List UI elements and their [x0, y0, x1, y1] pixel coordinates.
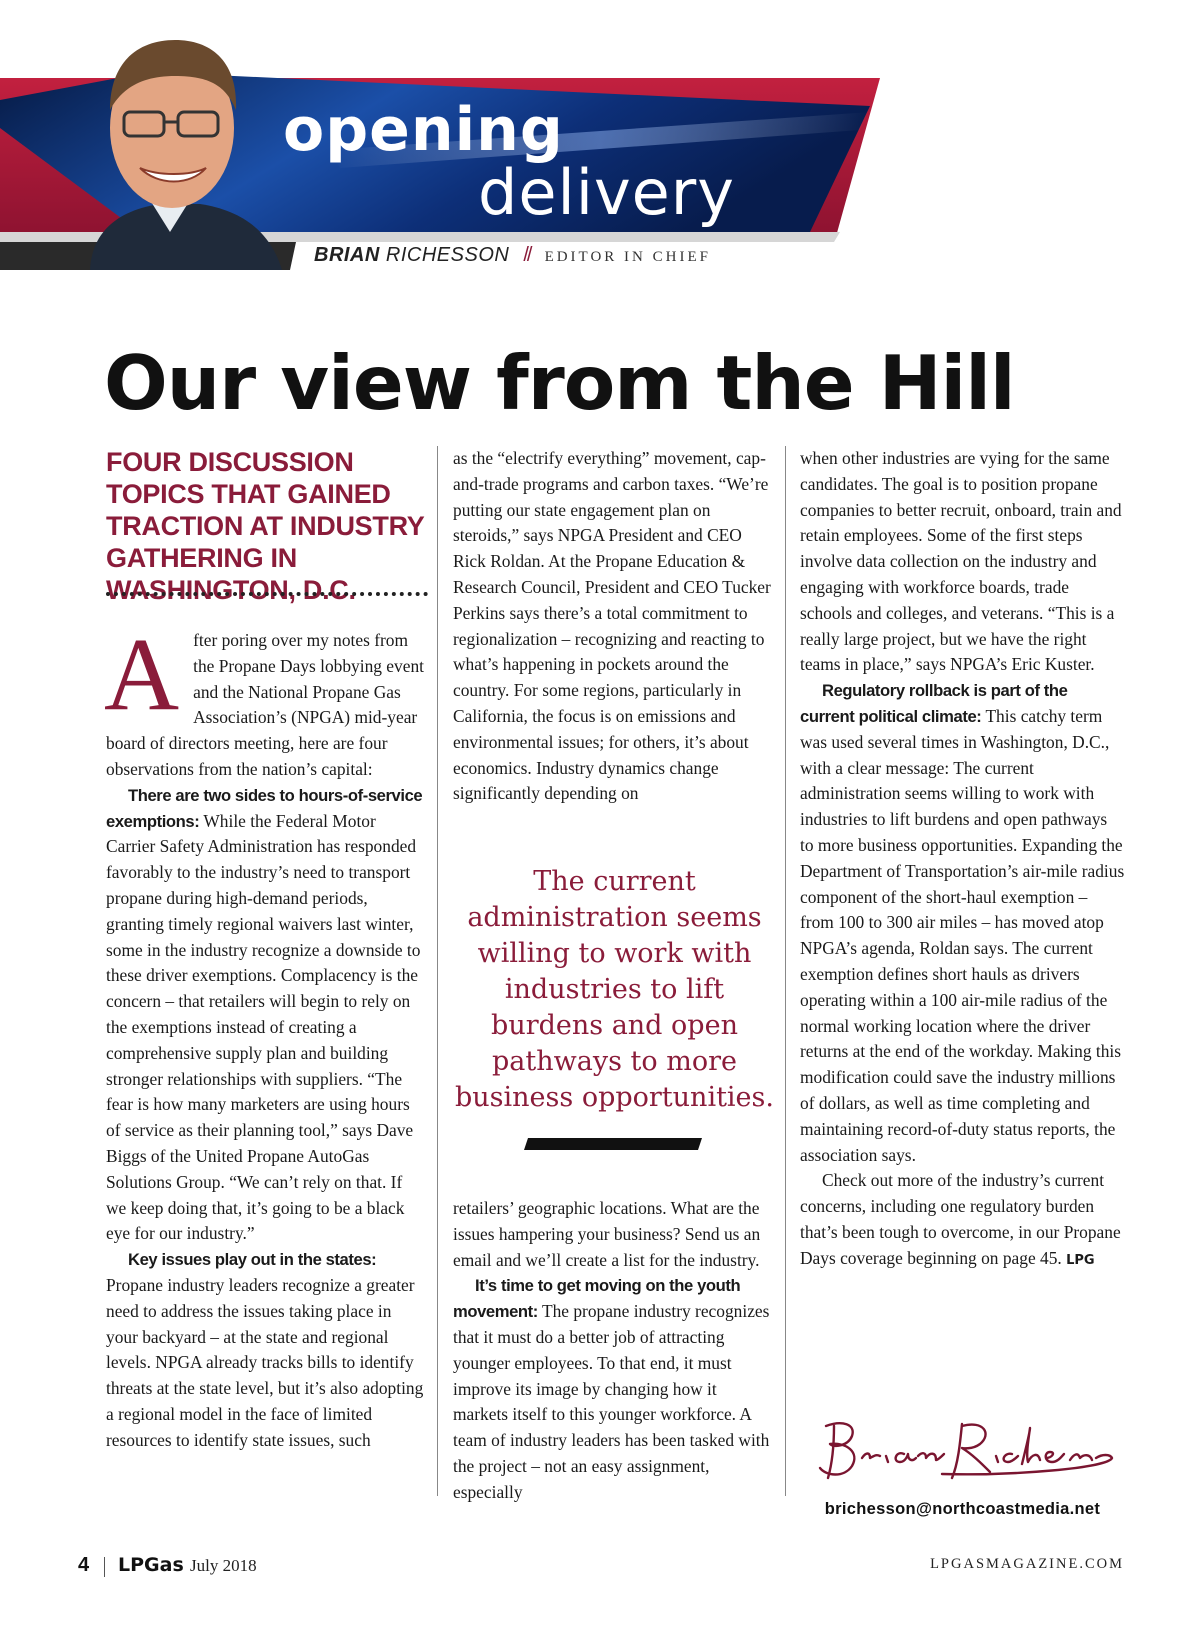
article-headline: Our view from the Hill	[104, 339, 1015, 427]
magazine-name: LPGas	[118, 1554, 184, 1576]
intro-paragraph: After poring over my notes from the Propane Days lobbying event and the National Propane Gas Association’s (NPGA) mid-year board of directors meeting, here are four observations from the nation’s capital:	[104, 617, 424, 779]
byline	[314, 244, 711, 267]
column-divider	[785, 446, 786, 1496]
section-states: Key issues play out in the states: Propane industry leaders recognize a greater need to address the issues taking place in your backyard – at the state and regional levels. NPGA already tracks bills to identify threats at the state level, but it’s also adopting a regional model in the face of limited resources to identify state issues, such	[106, 1250, 424, 1450]
byline-separator: //	[523, 244, 531, 266]
issue-date: July 2018	[190, 1556, 257, 1575]
dotted-divider	[106, 592, 428, 600]
author-last-name: RICHESSON	[385, 244, 510, 266]
pull-quote-bar	[524, 1138, 702, 1150]
signature	[812, 1412, 1122, 1496]
section-lead: There are two sides to hours-of-service exemptions:	[106, 785, 423, 831]
column-banner	[0, 0, 1200, 290]
column-title-opening: opening	[283, 95, 564, 165]
section-states-continued: as the “electrify everything” movement, cap-and-trade programs and carbon taxes. “We’re putting our state engagement plan on steroids,” says NPGA President and CEO Rick Roldan. At the Propane Education & Research Council, President and CEO Tucker Perkins says there’s a total commitment to regionalization – recognizing and reacting to what’s happening in pockets around the country. For some regions, particularly in California, the focus is on emissions and environmental issues; for others, it’s about economics. Industry dynamics change significantly depending on	[453, 448, 771, 804]
section-lead: Regulatory rollback is part of the current political climate:	[800, 681, 1068, 726]
article-column-3	[800, 446, 1125, 1274]
end-mark: LPG	[1066, 1252, 1095, 1268]
author-first-name: BRIAN	[314, 244, 380, 266]
author-email: brichesson@northcoastmedia.net	[824, 1500, 1101, 1518]
page-number: 4	[78, 1554, 90, 1576]
column-title-delivery: delivery	[478, 156, 735, 229]
section-states-end: retailers’ geographic locations. What are the issues hampering your business? Send us an email and we’ll create a list for the industry.	[453, 1198, 761, 1270]
section-hours-of-service: There are two sides to hours-of-service exemptions: While the Federal Motor Carrier Safety Administration has responded favorably to the industry’s need to transport propane during high-demand periods, granting timely regional waivers last winter, some in the industry recognize a downside to these driver exemptions. Complacency is the concern – that retailers will begin to rely on the exemptions instead of creating a comprehensive supply plan and building stronger relationships with suppliers. “The fear is how many marketers are using hours of service as their planning tool,” says Dave Biggs of the United Propane AutoGas Solutions Group. “We can’t rely on that. If we keep doing that, it’s going to be a black eye for our industry.”	[106, 785, 423, 1244]
article-column-2-lower	[453, 1196, 776, 1506]
section-lead: It’s time to get moving on the youth movement:	[453, 1276, 741, 1322]
section-lead: Key issues play out in the states:	[128, 1250, 377, 1270]
article-column-2	[453, 446, 776, 807]
section-youth-movement: It’s time to get moving on the youth movement: The propane industry recognizes that it must do a better job of attracting younger employees. To that end, it must improve its image by changing how it markets itself to this younger workforce. A team of industry leaders has been tasked with the project – not an easy assignment, especially	[453, 1276, 770, 1502]
footer-divider	[104, 1557, 105, 1577]
drop-cap: A	[104, 617, 180, 732]
magazine-website: LPGASMAGAZINE.COM	[930, 1556, 1124, 1572]
article-deck: FOUR DISCUSSION TOPICS THAT GAINED TRACTION AT INDUSTRY GATHERING IN WASHINGTON, D.C.	[106, 447, 424, 605]
page-footer	[78, 1554, 1124, 1584]
article-column-1	[106, 446, 426, 1454]
author-role: EDITOR IN CHIEF	[544, 249, 711, 265]
column-divider	[437, 446, 438, 1496]
closing-paragraph: Check out more of the industry’s current concerns, including one regulatory burden that’s been tough to overcome, in our Propane Days coverage beginning on page 45. LPG	[800, 1170, 1121, 1268]
section-youth-continued: when other industries are vying for the same candidates. The goal is to position propane companies to better recruit, onboard, train and retain employees. Some of the first steps involve data collection on the industry and engaging with workforce boards, trade schools and colleges, and veterans. “This is a really large project, but we have the right teams in place,” says NPGA’s Eric Kuster.	[800, 448, 1122, 675]
pull-quote: The current administration seems willing to work with industries to lift burdens and open pathways to more business opportunities.	[455, 866, 774, 1113]
section-regulatory-rollback: Regulatory rollback is part of the current political climate: This catchy term was used several times in Washington, D.C., with a clear message: The current administration seems willing to work with industries to lift burdens and open pathways to more business opportunities. Expanding the Department of Transportation’s air-mile radius component of the short-haul exemption – from 100 to 300 air miles – has moved atop NPGA’s agenda, Roldan says. The current exemption defines short hauls as drivers operating within a 100 air-mile radius of the normal working location where the driver returns at the end of the workday. Making this modification could save the industry millions of dollars, as well as time completing and maintaining record-of-duty status reports, the association says.	[800, 681, 1125, 1165]
